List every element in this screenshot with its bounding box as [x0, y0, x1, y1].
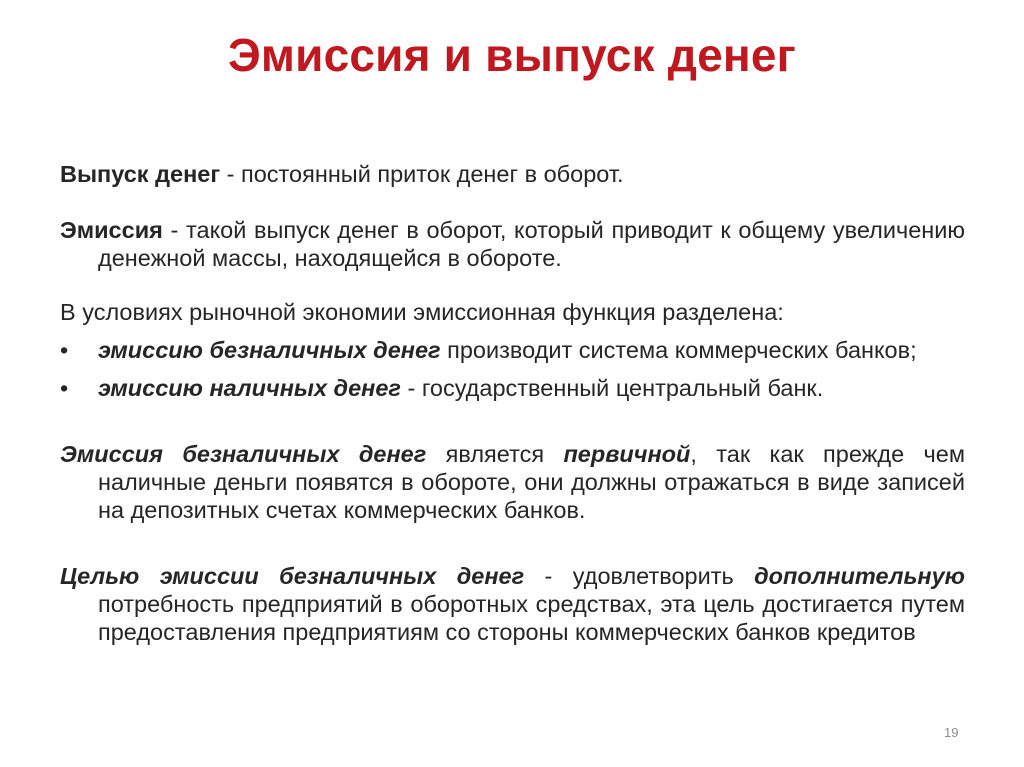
definition-emission: - такой выпуск денег в оборот, который приводит к общему увеличению денежной массы, находящейся в обороте. [98, 217, 965, 271]
bullet-item [60, 336, 965, 364]
bullet-text: производит система коммерческих банков; [440, 337, 917, 363]
bullet-dot: • [60, 375, 69, 401]
page-number: 19 [944, 725, 959, 740]
text-part: - удовлетворить [524, 563, 755, 589]
paragraph-noncash-primary [60, 440, 965, 524]
definition-money-issue: - постоянный приток денег в оборот. [220, 161, 624, 187]
term-money-issue: Выпуск денег [60, 161, 221, 187]
bullet-term: эмиссию безналичных денег [98, 337, 441, 363]
text-part: потребность предприятий в оборотных средствах, эта цель достигается путем предоставления предприятиям со стороны коммерческих банков кредитов [98, 591, 965, 645]
emphasis-primary: первичной [563, 441, 691, 467]
emphasis-additional: дополнительную [754, 563, 965, 589]
bullet-dot: • [60, 337, 69, 363]
term-noncash-emission: Эмиссия безналичных денег [60, 441, 427, 467]
text-part: является [426, 441, 564, 467]
term-emission: Эмиссия [60, 217, 163, 243]
slide-title: Эмиссия и выпуск денег [227, 29, 797, 81]
paragraph-noncash-goal [60, 562, 965, 646]
paragraph-money-issue [60, 160, 965, 188]
paragraph-emission [60, 216, 965, 272]
slide-body [60, 160, 965, 646]
bullet-term: эмиссию наличных денег [98, 375, 401, 401]
bullet-item [60, 374, 965, 402]
text-part: , так как прежде чем наличные деньги появятся в обороте, они должны отражаться в виде записей на депозитных счетах коммерческих банков. [98, 441, 965, 523]
paragraph-market-intro: В условиях рыночной экономии эмиссионная функция разделена: [60, 299, 784, 325]
term-noncash-goal: Целью эмиссии безналичных денег [60, 563, 525, 589]
bullet-text: - государственный центральный банк. [400, 375, 824, 401]
